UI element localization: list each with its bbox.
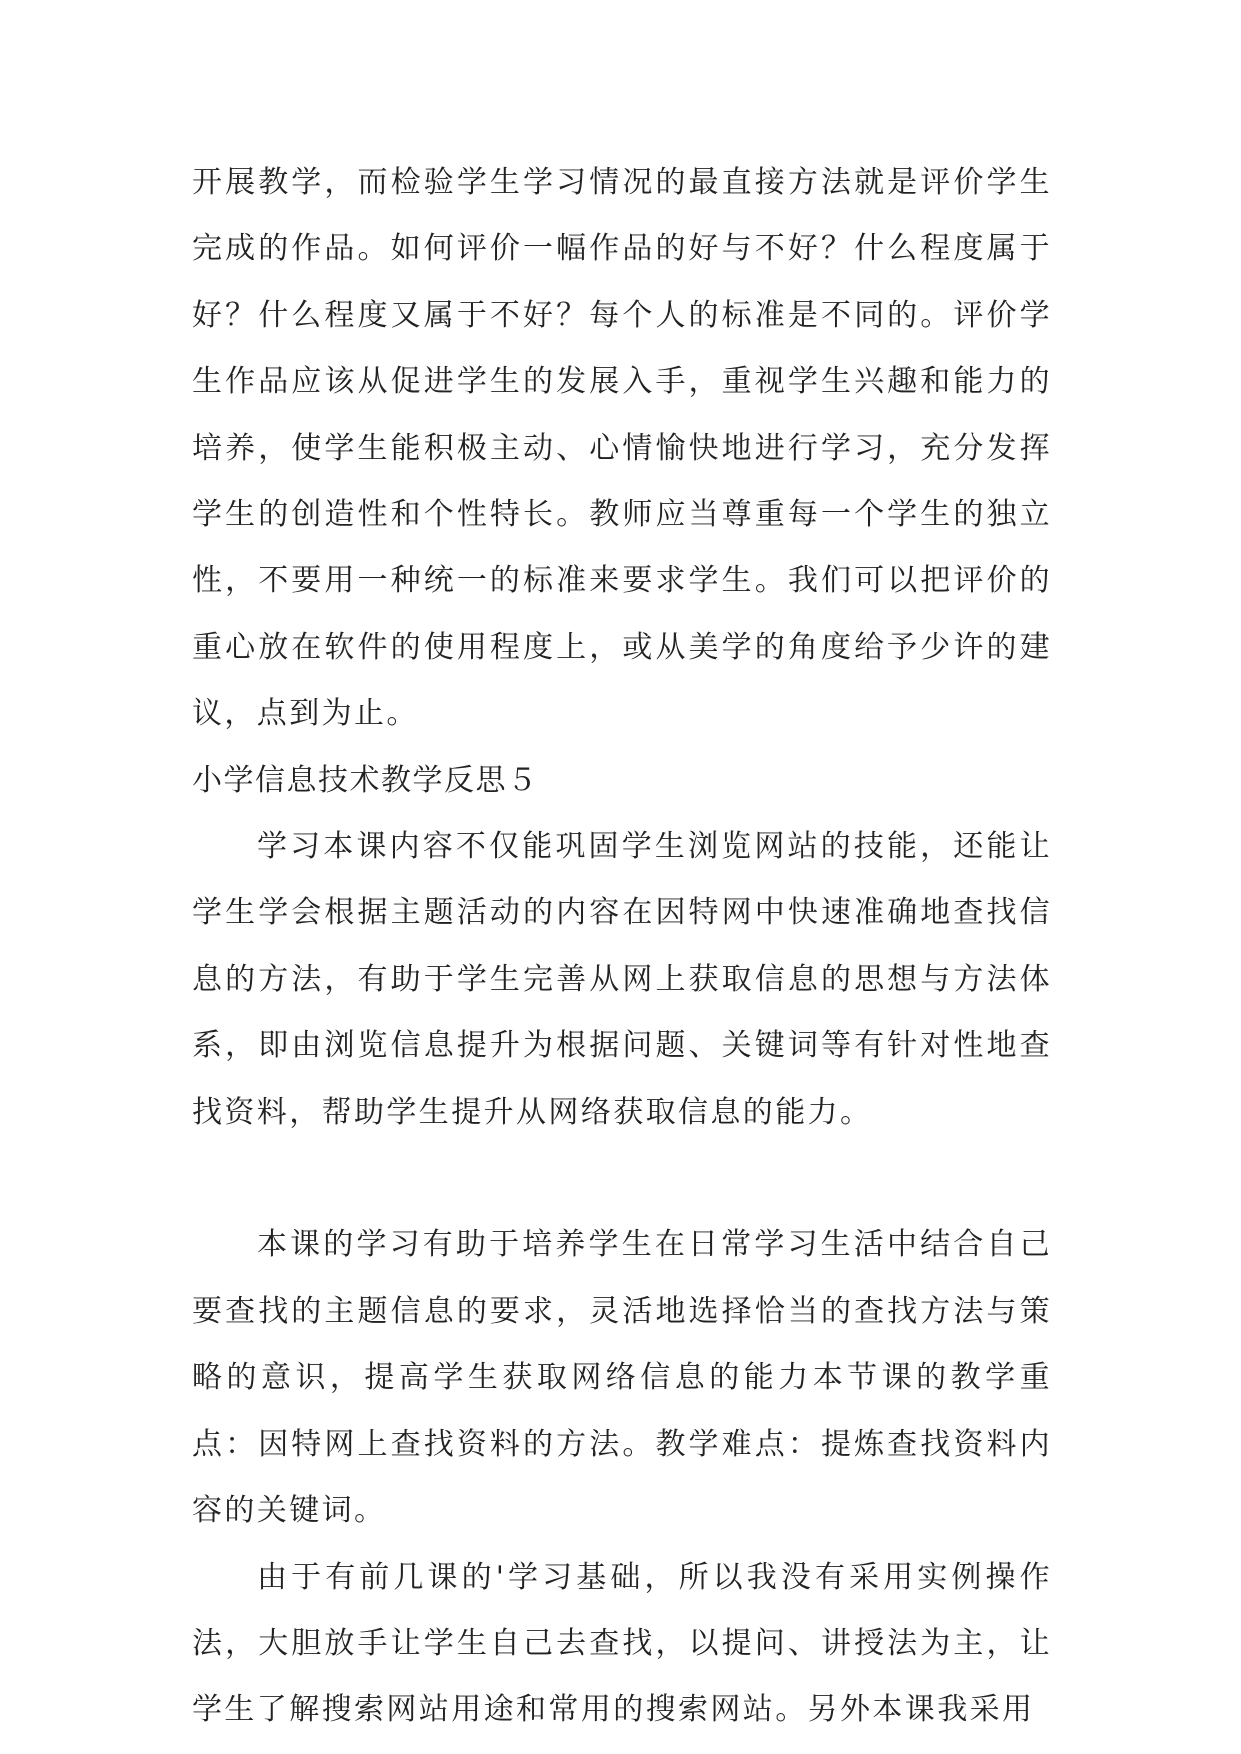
blank-line <box>192 1146 1052 1212</box>
document-page <box>192 150 1052 1744</box>
paragraph-2: 本课的学习有助于培养学生在日常学习生活中结合自己要查找的主题信息的要求，灵活地选择恰当的查找方法与策略的意识，提高学生获取网络信息的能力本节课的教学重点：因特网上查找资料的方法。教学难点：提炼查找资料内容的关键词。 <box>192 1227 1052 1529</box>
paragraph-1: 学习本课内容不仅能巩固学生浏览网站的技能，还能让学生学会根据主题活动的内容在因特网中快速准确地查找信息的方法，有助于学生完善从网上获取信息的思想与方法体系，即由浏览信息提升为根据问题、关键词等有针对性地查找资料，帮助学生提升从网络获取信息的能力。 <box>192 829 1052 1130</box>
paragraph-continuation: 开展教学，而检验学生学习情况的最直接方法就是评价学生完成的作品。如何评价一幅作品的好与不好？什么程度属于好？什么程度又属于不好？每个人的标准是不同的。评价学生作品应该从促进学生的发展入手，重视学生兴趣和能力的培养，使学生能积极主动、心情愉快地进行学习，充分发挥学生的创造性和个性特长。教师应当尊重每一个学生的独立性，不要用一种统一的标准来要求学生。我们可以把评价的重心放在软件的使用程度上，或从美学的角度给予少许的建议，点到为止。 <box>192 165 1052 732</box>
paragraph-3: 由于有前几课的'学习基础，所以我没有采用实例操作法，大胆放手让学生自己去查找，以提问、讲授法为主，让学生了解搜索网站用途和常用的搜索网站。另外本课我采用 <box>192 1559 1052 1728</box>
section-heading: 小学信息技术教学反思５ <box>192 762 539 798</box>
